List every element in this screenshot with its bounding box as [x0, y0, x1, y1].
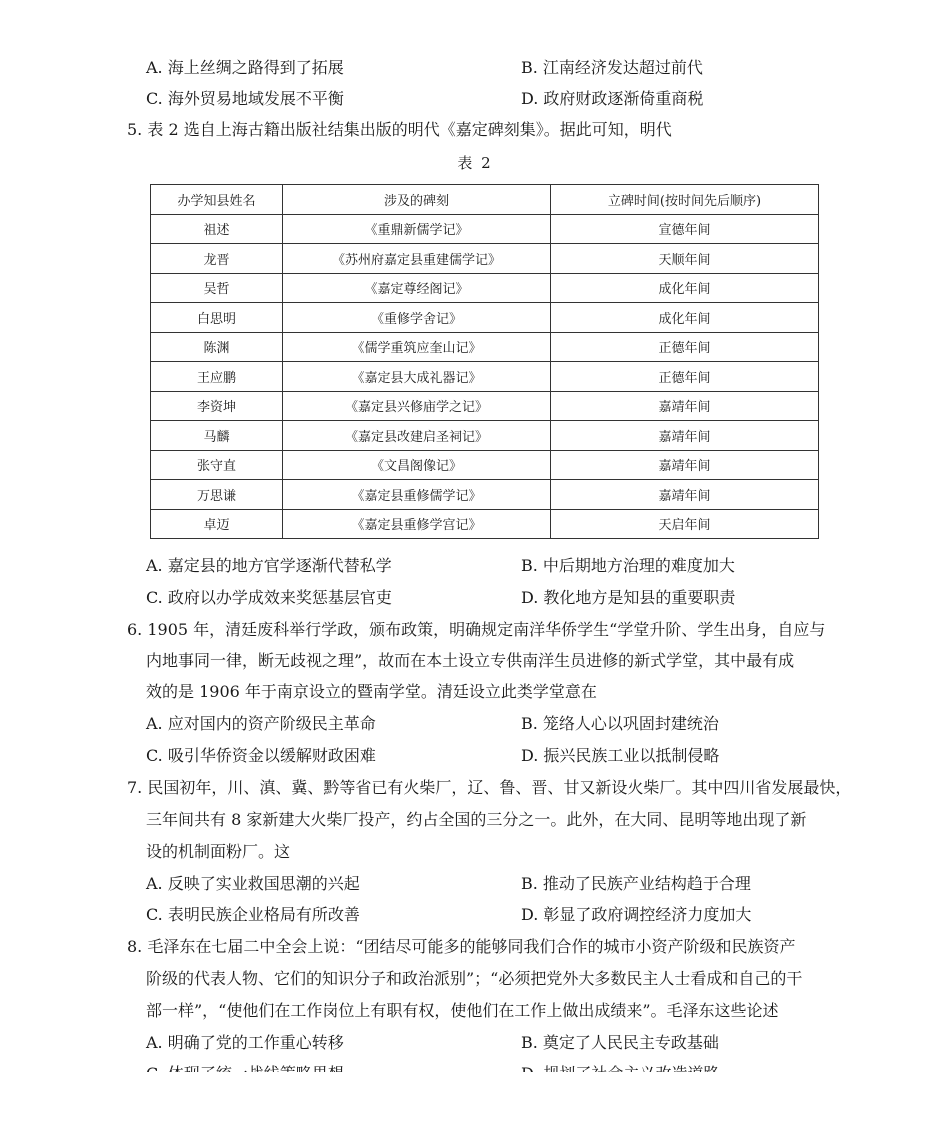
cell-name: 卓迈 [151, 509, 283, 539]
cell-name: 李资坤 [151, 391, 283, 421]
table-row [151, 214, 819, 244]
q8-option-a: A. 明确了党的工作重心转移 [146, 1033, 344, 1052]
cell-period: 天启年间 [551, 509, 819, 539]
cell-name: 万思谦 [151, 480, 283, 510]
q6-stem-line-1: 6. 1905 年，清廷废科举行学政，颁布政策，明确规定南洋华侨学生“学堂升阶、学生出身，自应与 [127, 620, 826, 639]
table-row [151, 480, 819, 510]
cell-inscription: 《嘉定县改建启圣祠记》 [283, 421, 551, 451]
cell-inscription: 《嘉定县重修儒学记》 [283, 480, 551, 510]
cell-inscription: 《重修学舍记》 [283, 303, 551, 333]
table-2 [150, 184, 819, 539]
q7-option-b: B. 推动了民族产业结构趋于合理 [521, 874, 751, 893]
page-crop-mask [0, 1072, 950, 1138]
q7-stem-line-2: 三年间共有 8 家新建大火柴厂投产，约占全国的三分之一。此外，在大同、昆明等地出现了新 [146, 810, 807, 829]
cell-period: 嘉靖年间 [551, 450, 819, 480]
q7-stem-line-3: 设的机制面粉厂。这 [146, 842, 291, 861]
q5-option-a: A. 嘉定县的地方官学逐渐代替私学 [146, 556, 392, 575]
cell-name: 龙晋 [151, 244, 283, 274]
q8-option-b: B. 奠定了人民民主专政基础 [521, 1033, 719, 1052]
q7-stem-line-1: 7. 民国初年，川、滇、冀、黔等省已有火柴厂，辽、鲁、晋、甘又新设火柴厂。其中四川省发展最快， [127, 778, 852, 797]
cell-inscription: 《儒学重筑应奎山记》 [283, 332, 551, 362]
cell-inscription: 《苏州府嘉定县重建儒学记》 [283, 244, 551, 274]
q7-option-a: A. 反映了实业救国思潮的兴起 [146, 874, 360, 893]
cell-period: 正德年间 [551, 362, 819, 392]
table-row [151, 332, 819, 362]
q5-option-c: C. 政府以办学成效来奖惩基层官吏 [146, 588, 392, 607]
cell-name: 马麟 [151, 421, 283, 451]
q4-option-a: A. 海上丝绸之路得到了拓展 [146, 58, 344, 77]
cell-inscription: 《嘉定尊经阁记》 [283, 273, 551, 303]
cell-inscription: 《嘉定县大成礼器记》 [283, 362, 551, 392]
q8-stem-line-3: 部一样”，“使他们在工作岗位上有职有权，使他们在工作上做出成绩来”。毛泽东这些论述 [146, 1001, 779, 1020]
cell-period: 正德年间 [551, 332, 819, 362]
table-caption: 表 2 [457, 154, 493, 172]
table-row [151, 509, 819, 539]
q7-option-c: C. 表明民族企业格局有所改善 [146, 905, 360, 924]
header-erection-period: 立碑时间(按时间先后顺序) [551, 185, 819, 215]
cell-period: 成化年间 [551, 303, 819, 333]
q4-option-c: C. 海外贸易地域发展不平衡 [146, 89, 344, 108]
q6-option-a: A. 应对国内的资产阶级民主革命 [146, 714, 376, 733]
cell-name: 祖述 [151, 214, 283, 244]
cell-period: 嘉靖年间 [551, 480, 819, 510]
cell-inscription: 《重鼎新儒学记》 [283, 214, 551, 244]
table-header-row [151, 185, 819, 215]
q5-option-d: D. 教化地方是知县的重要职责 [521, 588, 736, 607]
cell-name: 王应鹏 [151, 362, 283, 392]
cell-name: 白思明 [151, 303, 283, 333]
table-row [151, 391, 819, 421]
q4-option-b: B. 江南经济发达超过前代 [521, 58, 703, 77]
cell-inscription: 《文昌阁像记》 [283, 450, 551, 480]
q6-option-d: D. 振兴民族工业以抵制侵略 [521, 746, 720, 765]
table-row [151, 303, 819, 333]
q5-option-b: B. 中后期地方治理的难度加大 [521, 556, 735, 575]
table-row [151, 362, 819, 392]
table-row [151, 421, 819, 451]
q8-stem-line-2: 阶级的代表人物、它们的知识分子和政治派别”；“必须把党外大多数民主人士看成和自己的干 [146, 969, 803, 988]
q4-option-d: D. 政府财政逐渐倚重商税 [521, 89, 704, 108]
cell-period: 嘉靖年间 [551, 391, 819, 421]
cell-period: 成化年间 [551, 273, 819, 303]
q8-stem-line-1: 8. 毛泽东在七届二中全会上说：“团结尽可能多的能够同我们合作的城市小资产阶级和民族资产 [127, 937, 796, 956]
q7-option-d: D. 彰显了政府调控经济力度加大 [521, 905, 752, 924]
table-row [151, 244, 819, 274]
cell-period: 嘉靖年间 [551, 421, 819, 451]
q6-option-b: B. 笼络人心以巩固封建统治 [521, 714, 719, 733]
table-row [151, 450, 819, 480]
header-inscription: 涉及的碑刻 [283, 185, 551, 215]
cell-name: 陈渊 [151, 332, 283, 362]
cell-period: 天顺年间 [551, 244, 819, 274]
q6-stem-line-2: 内地事同一律，断无歧视之理”，故而在本土设立专供南洋生员进修的新式学堂，其中最有成 [146, 651, 795, 670]
cell-name: 张守直 [151, 450, 283, 480]
header-magistrate-name: 办学知县姓名 [151, 185, 283, 215]
q5-stem: 5. 表 2 选自上海古籍出版社结集出版的明代《嘉定碑刻集》。据此可知，明代 [127, 120, 672, 139]
table-row [151, 273, 819, 303]
cell-name: 吴哲 [151, 273, 283, 303]
cell-inscription: 《嘉定县重修学宫记》 [283, 509, 551, 539]
q6-stem-line-3: 效的是 1906 年于南京设立的暨南学堂。清廷设立此类学堂意在 [146, 682, 597, 701]
cell-period: 宣德年间 [551, 214, 819, 244]
cell-inscription: 《嘉定县兴修庙学之记》 [283, 391, 551, 421]
q6-option-c: C. 吸引华侨资金以缓解财政困难 [146, 746, 376, 765]
